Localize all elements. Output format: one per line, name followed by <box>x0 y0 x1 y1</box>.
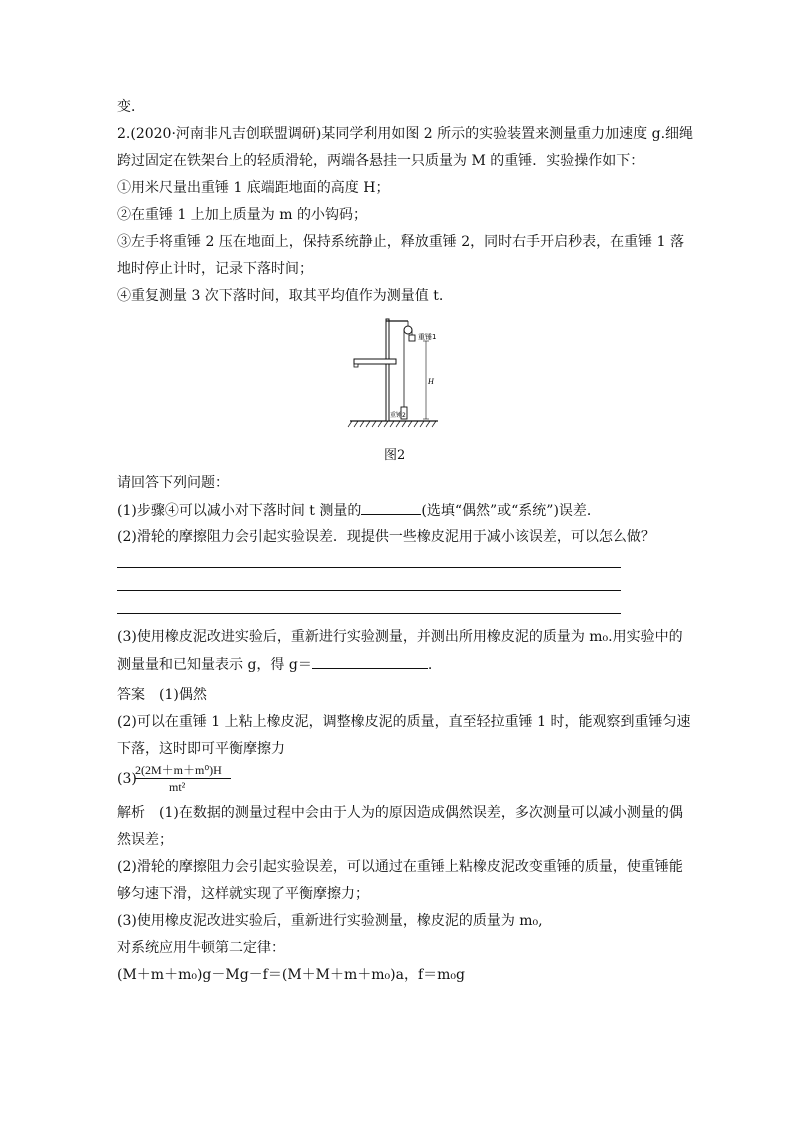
question-1-text: (1)步骤④可以减小对下落时间 t 测量的 <box>117 503 362 519</box>
analysis-4: 对系统应用牛顿第二定律： <box>117 940 285 956</box>
step-3-cont: 地时停止计时，记录下落时间； <box>117 261 313 277</box>
answer-line[interactable] <box>117 590 621 591</box>
figure-caption: 图2 <box>384 448 406 463</box>
answer-heading: 答案 (1)偶然 <box>117 687 207 703</box>
question-1-text-end: (选填“偶然”或“系统”)误差． <box>421 503 601 519</box>
analysis-1-cont: 然误差； <box>117 832 173 848</box>
answer-blank-3[interactable] <box>312 655 428 669</box>
label-weight-2: 重锤2 <box>390 412 406 419</box>
analysis-3: (3)使用橡皮泥改进实验后，重新进行实验测量，橡皮泥的质量为 m₀, <box>117 913 543 929</box>
analysis-2: (2)滑轮的摩擦阻力会引起实验误差，可以通过在重锤上粘橡皮泥改变重锤的质量，使重锤能 <box>117 859 683 875</box>
answer-line[interactable] <box>117 567 621 568</box>
step-1: ①用米尺量出重锤 1 底端距地面的高度 H； <box>117 180 390 196</box>
answer-3-label: (3) <box>117 771 137 787</box>
formula-denominator: mt² <box>169 780 186 794</box>
answer-blank-1[interactable] <box>361 501 421 515</box>
problem-title: 2.(2020·河南非凡吉创联盟调研)某同学利用如图 2 所示的实验装置来测量重力加速度 g.细绳 <box>117 126 694 142</box>
text-line: 变． <box>117 99 145 115</box>
analysis-equation: (M＋m＋m₀)g－Mg－f＝(M＋M＋m＋m₀)a，f＝m₀g <box>117 967 465 983</box>
label-weight-1: 重锤1 <box>418 333 437 341</box>
analysis-1: 解析 (1)在数据的测量过程中会由于人为的原因造成偶然误差，多次测量可以减小测量的偶 <box>117 805 683 821</box>
questions-intro: 请回答下列问题： <box>117 475 229 491</box>
fraction-bar <box>135 778 231 779</box>
apparatus-figure <box>346 313 446 435</box>
answer-2: (2)可以在重锤 1 上粘上橡皮泥，调整橡皮泥的质量，直至轻拉重锤 1 时，能观察到重锤匀速 <box>117 714 691 730</box>
step-3: ③左手将重锤 2 压在地面上，保持系统静止，释放重锤 2，同时右手开启秒表，在重锤 1 落 <box>117 234 684 250</box>
question-1 <box>117 501 601 520</box>
formula-numerator: 2(2M＋m＋m⁰)H <box>135 763 222 777</box>
analysis-2-cont: 够匀速下滑，这样就实现了平衡摩擦力； <box>117 886 369 902</box>
step-4: ④重复测量 3 次下落时间，取其平均值作为测量值 t. <box>117 288 444 304</box>
step-2: ②在重锤 1 上加上质量为 m 的小钩码； <box>117 207 367 223</box>
question-3-text: 测量量和已知量表示 g，得 g＝ <box>117 657 312 673</box>
answer-line[interactable] <box>117 613 621 614</box>
text-line: 跨过固定在铁架台上的轻质滑轮，两端各悬挂一只质量为 M 的重锤．实验操作如下： <box>117 153 645 169</box>
label-height-h: H <box>428 377 434 386</box>
question-2: (2)滑轮的摩擦阻力会引起实验误差．现提供一些橡皮泥用于减小该误差，可以怎么做？ <box>117 529 655 545</box>
answer-2-cont: 下落，这时即可平衡摩擦力 <box>117 741 285 757</box>
question-3: (3)使用橡皮泥改进实验后，重新进行实验测量，并测出所用橡皮泥的质量为 m₀.用实验中的 <box>117 629 683 645</box>
question-3-cont: 测量量和已知量表示 g，得 g＝ . <box>117 657 433 673</box>
